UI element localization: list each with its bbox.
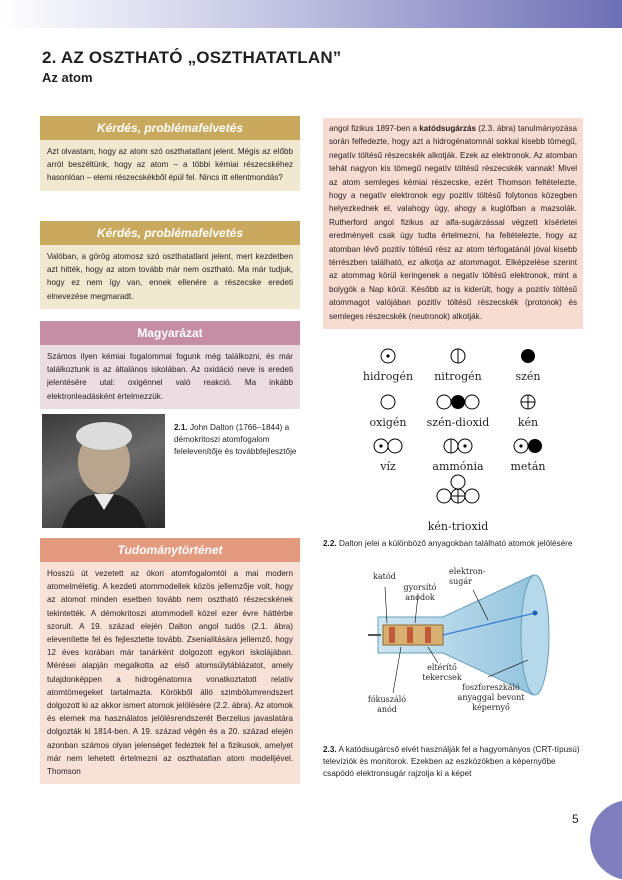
figure-2-caption (323, 538, 583, 550)
atom-sulfur-trioxide (418, 474, 498, 533)
atom-ammonia (423, 438, 493, 473)
atom-sulfur (498, 394, 558, 429)
explanation-text: Számos ilyen kémiai fogalommal fogunk még találkozni, és már találkoztunk is az általános iskolában. Az oxidáció neve is eredeti jelentésére utal: oxigénnel való reakció. Ma inkább elektronleadásként értelmezzük. (40, 345, 300, 409)
crt-label-beam: elektron-sugár (449, 567, 486, 586)
history-text: Hosszú út vezetett az ókori atomfogalomtól a mai modern atomelméletig. A kezdeti atommodellek közös jellemzője volt, hogy az atomot minden esetben tovább nem osztható részecskének tekintették. A démokritoszi atommodell közel ezer évre háttérbe szorult. A 19. század elején Dalton angol tudós (2.1. ábra) elevenítette fel és fejlesztette tovább. Zsenialitására jellemző, hogy 12 éves korában már tanárként dolgozott egykori iskolájában. Mérései alapján megalkotta az első atomsúlytáblázatot, amely tulajdonképpen a hidrogénatomra vonatkoztatott relatív atomtömegeket tartalmazta. Körökből álló szimbólumrendszert dolgozott ki az akkor ismert atomok jelölésére (2.2. ábra). Az atomok és elemek ma használatos jelölésrendszerét Berzelius javaslatára dolgozták ki 1814-ben. A 19. század végén és a 20. század elején azonban számos olyan jelenséget fedeztek fel a fizikusok, amelyet már nem lehetett értelmezni az oszthatatlan atom modelljével. Thomson (40, 562, 300, 784)
atom-label-carbon: szén (515, 370, 541, 383)
atom-water (358, 438, 418, 473)
crt-label-cathode: katód (373, 572, 396, 581)
question-text-2: Valóban, a görög atomosz szó oszthatatlant jelent, mert kezdetben azt hitték, hogy az atom tovább már nem osztható. Ma már tudjuk, hogy ez nem így van, ennek ellenére a részecske eredeti elnevezése megmaradt. (40, 245, 300, 309)
atom-label-nitrogen: nitrogén (434, 370, 482, 383)
atom-carbon-dioxide (418, 394, 498, 429)
question-heading-1: Kérdés, problémafelvetés (40, 116, 300, 140)
atom-nitrogen (428, 348, 488, 383)
sulfur-symbol-icon (520, 394, 536, 410)
question-box-1 (40, 116, 300, 191)
dalton-portrait (42, 414, 165, 528)
carbon-symbol-icon (520, 348, 536, 364)
figure-3-number: 2.3. (323, 745, 337, 754)
figure-1-text: John Dalton (1766–1844) a démokritoszi atomfogalom felelevenítője és továbbfejlesztője (174, 423, 297, 456)
history-box (40, 538, 300, 784)
figure-3-caption (323, 744, 583, 780)
atom-hydrogen (358, 348, 418, 383)
atom-label-methane: metán (510, 460, 546, 473)
atom-label-ammonia: ammónia (432, 460, 484, 473)
thomson-rutherford-text (323, 118, 583, 329)
atom-label-oxygen: oxigén (369, 416, 407, 429)
sulfur-trioxide-symbol-icon (436, 474, 480, 514)
crt-label-focus: fókuszáló anód (367, 695, 407, 714)
dalton-symbols-figure (323, 340, 583, 540)
crt-tube-figure (323, 565, 583, 740)
figure-1-number: 2.1. (174, 423, 188, 432)
figure-1-caption (174, 422, 300, 458)
hydrogen-symbol-icon (380, 348, 396, 364)
intro-bold-term: katódsugárzás (419, 124, 476, 133)
explanation-heading: Magyarázat (40, 321, 300, 345)
question-text-1: Azt olvastam, hogy az atom szó oszthatatlant jelent. Mégis az előbb arról beszéltünk, hogy az atom – a többi kémiai részecskéhez hasonlóan – elemi részecskékből épül fel. Nincs itt ellentmondás? (40, 140, 300, 191)
crt-tube-drawing (323, 565, 583, 740)
oxygen-symbol-icon (380, 394, 396, 410)
figure-2-text: Dalton jelei a különböző anyagokban található atomok jelölésére (336, 539, 573, 548)
ammonia-symbol-icon (443, 438, 473, 454)
chapter-title: 2. AZ OSZTHATÓ „OSZTHATATLAN” (42, 48, 342, 67)
atom-oxygen (358, 394, 418, 429)
nitrogen-symbol-icon (450, 348, 466, 364)
explanation-box (40, 321, 300, 409)
crt-label-anodes: gyorsító anódok (403, 583, 437, 602)
crt-label-screen: foszforeszkáló anyaggal bevont képernyő (457, 683, 525, 712)
intro-text-after: (2.3. ábra) tanulmányozása során felfedezte, hogy azt a hidrogénatomnál sokkal kisebb tömegű, negatív töltésű részecskék alkotják. Ezek az elektronok. Az atomban tehát nagyon kis tömegű negatív töltésű részecskék vannak! Mivel az atom semleges kémiai részecske, ezért Thomson feltételezte, hogy a negatív elektronok egy pozitív töltésű folytonos közegben helyezkednek el, valahogy úgy, ahogy a kuglófban a mazsolák. Rutherford angol fizikus az alfa-sugárzással végzett kísérletei eredményeit csak úgy tudta értelmezni, ha feltételezte, hogy az atomban lévő pozitív töltésű rész az atom térfogatánál jóval kisebb térrészben található, ez alkotja az atommagot. Elképzelése szerint az atommag körül keringenek a negatív töltésű elektronok, mint a bolygók a Nap körül. Később az is kiderült, hogy a pozitív töltésű atommagot valójában pozitív töltésű részecskék (protonok) és semleges részecskék (neutronok) alkotják. (329, 124, 577, 321)
carbon-dioxide-symbol-icon (436, 394, 480, 410)
crt-label-coils: eltérítő tekercsek (422, 663, 462, 682)
top-gradient-bar (0, 0, 622, 28)
atom-label-sulfur: kén (517, 416, 539, 429)
atom-label-carbon-dioxide: szén-dioxid (426, 416, 490, 429)
atom-label-sulfur-trioxide: kén-trioxid (427, 520, 489, 533)
page-number: 5 (572, 812, 579, 826)
methane-symbol-icon (513, 438, 543, 454)
intro-text-before: angol fizikus 1897-ben a (329, 124, 420, 133)
atom-methane (498, 438, 558, 473)
figure-3-text: A katódsugárcső elvét használják fel a hagyományos (CRT-típusú) televíziók és monitorok. Ezekben az eszközökben a képernyőbe csapódó elektronsugár rajzolja ki a képet (323, 745, 580, 778)
page-corner-decoration (590, 800, 622, 880)
atom-carbon (498, 348, 558, 383)
history-heading: Tudománytörténet (40, 538, 300, 562)
figure-2-number: 2.2. (323, 539, 337, 548)
question-heading-2: Kérdés, problémafelvetés (40, 221, 300, 245)
question-box-2 (40, 221, 300, 309)
atom-label-water: víz (380, 460, 396, 473)
chapter-subtitle: Az atom (42, 70, 93, 85)
water-symbol-icon (373, 438, 403, 454)
atom-label-hydrogen: hidrogén (362, 370, 414, 383)
